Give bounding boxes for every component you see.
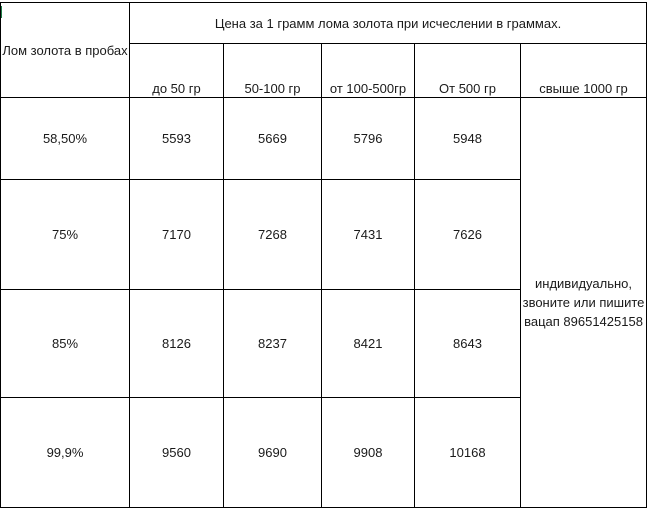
range-header-50-100[interactable]: 50-100 гр [224,44,322,98]
price-cell[interactable]: 8643 [415,290,521,398]
price-cell[interactable]: 7268 [224,180,322,290]
table-row [1,98,647,180]
purity-cell[interactable]: 99,9% [1,398,130,508]
gold-price-table [0,2,647,508]
range-header-100-500[interactable]: от 100-500гр [322,44,415,98]
price-cell[interactable]: 10168 [415,398,521,508]
purity-cell[interactable]: 75% [1,180,130,290]
individual-price-note[interactable]: индивидуально, звоните или пишите вацап 89651425158 [521,98,647,508]
price-cell[interactable]: 7170 [130,180,224,290]
price-per-gram-header[interactable]: Цена за 1 грамм лома золота при исчеслении в граммах. [130,3,647,44]
price-cell[interactable]: 9690 [224,398,322,508]
price-cell[interactable]: 5669 [224,98,322,180]
price-cell[interactable]: 9560 [130,398,224,508]
price-cell[interactable]: 8126 [130,290,224,398]
range-header-over-1000[interactable]: свыше 1000 гр [521,44,647,98]
purity-cell[interactable]: 85% [1,290,130,398]
price-cell[interactable]: 8237 [224,290,322,398]
price-cell[interactable]: 5948 [415,98,521,180]
price-cell[interactable]: 5593 [130,98,224,180]
range-header-under-50[interactable]: до 50 гр [130,44,224,98]
price-cell[interactable]: 7431 [322,180,415,290]
price-cell[interactable]: 8421 [322,290,415,398]
price-cell[interactable]: 9908 [322,398,415,508]
range-header-from-500[interactable]: От 500 гр [415,44,521,98]
price-cell[interactable]: 5796 [322,98,415,180]
purity-column-header[interactable]: Лом золота в пробах [1,3,130,98]
purity-cell[interactable]: 58,50% [1,98,130,180]
price-cell[interactable]: 7626 [415,180,521,290]
